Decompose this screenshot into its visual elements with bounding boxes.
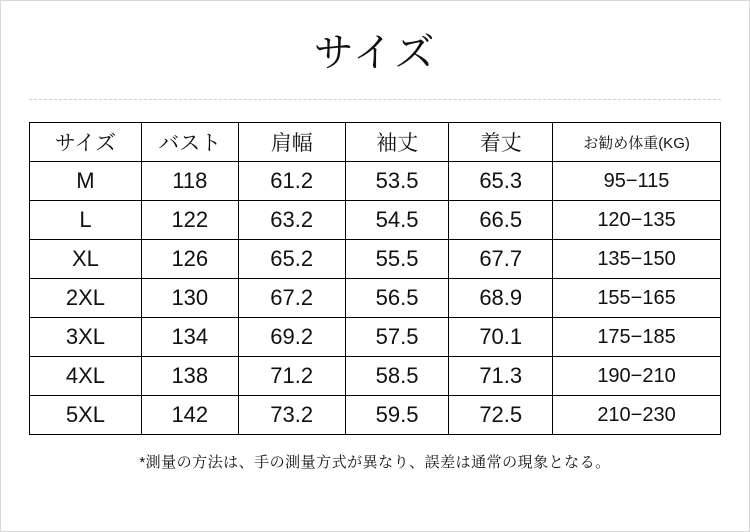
column-header-bust: バスト xyxy=(141,123,238,162)
size-table-wrapper xyxy=(29,122,721,435)
cell-shoulder: 63.2 xyxy=(238,201,345,240)
cell-sleeve: 57.5 xyxy=(345,318,449,357)
cell-size: 2XL xyxy=(30,279,142,318)
column-header-weight: お勧め体重(KG) xyxy=(553,123,721,162)
cell-shoulder: 73.2 xyxy=(238,396,345,435)
table-row xyxy=(30,357,721,396)
cell-length: 70.1 xyxy=(449,318,553,357)
size-table xyxy=(29,122,721,435)
column-header-sleeve: 袖丈 xyxy=(345,123,449,162)
cell-weight: 95−115 xyxy=(553,162,721,201)
cell-bust: 134 xyxy=(141,318,238,357)
cell-shoulder: 69.2 xyxy=(238,318,345,357)
table-row xyxy=(30,318,721,357)
cell-sleeve: 56.5 xyxy=(345,279,449,318)
table-row xyxy=(30,201,721,240)
cell-length: 66.5 xyxy=(449,201,553,240)
cell-sleeve: 53.5 xyxy=(345,162,449,201)
page-title: サイズ xyxy=(313,31,437,75)
cell-sleeve: 54.5 xyxy=(345,201,449,240)
cell-length: 68.9 xyxy=(449,279,553,318)
cell-size: L xyxy=(30,201,142,240)
cell-bust: 138 xyxy=(141,357,238,396)
cell-shoulder: 65.2 xyxy=(238,240,345,279)
cell-shoulder: 61.2 xyxy=(238,162,345,201)
cell-length: 71.3 xyxy=(449,357,553,396)
table-row xyxy=(30,240,721,279)
cell-shoulder: 67.2 xyxy=(238,279,345,318)
cell-weight: 175−185 xyxy=(553,318,721,357)
table-row xyxy=(30,279,721,318)
cell-length: 65.3 xyxy=(449,162,553,201)
cell-size: M xyxy=(30,162,142,201)
header-divider xyxy=(29,99,721,100)
cell-weight: 120−135 xyxy=(553,201,721,240)
cell-sleeve: 55.5 xyxy=(345,240,449,279)
column-header-size: サイズ xyxy=(30,123,142,162)
cell-bust: 122 xyxy=(141,201,238,240)
table-row xyxy=(30,162,721,201)
cell-size: 4XL xyxy=(30,357,142,396)
measurement-note: *測量の方法は、手の測量方式が異なり、誤差は通常の現象となる。 xyxy=(139,454,611,471)
cell-size: XL xyxy=(30,240,142,279)
cell-bust: 126 xyxy=(141,240,238,279)
cell-weight: 155−165 xyxy=(553,279,721,318)
table-row xyxy=(30,396,721,435)
cell-bust: 142 xyxy=(141,396,238,435)
cell-sleeve: 58.5 xyxy=(345,357,449,396)
cell-bust: 130 xyxy=(141,279,238,318)
cell-size: 3XL xyxy=(30,318,142,357)
cell-weight: 135−150 xyxy=(553,240,721,279)
table-header xyxy=(30,123,721,162)
table-body xyxy=(30,162,721,435)
cell-length: 67.7 xyxy=(449,240,553,279)
column-header-length: 着丈 xyxy=(449,123,553,162)
cell-weight: 210−230 xyxy=(553,396,721,435)
cell-sleeve: 59.5 xyxy=(345,396,449,435)
column-header-shoulder: 肩幅 xyxy=(238,123,345,162)
cell-weight: 190−210 xyxy=(553,357,721,396)
cell-size: 5XL xyxy=(30,396,142,435)
cell-length: 72.5 xyxy=(449,396,553,435)
cell-bust: 118 xyxy=(141,162,238,201)
cell-shoulder: 71.2 xyxy=(238,357,345,396)
table-header-row xyxy=(30,123,721,162)
